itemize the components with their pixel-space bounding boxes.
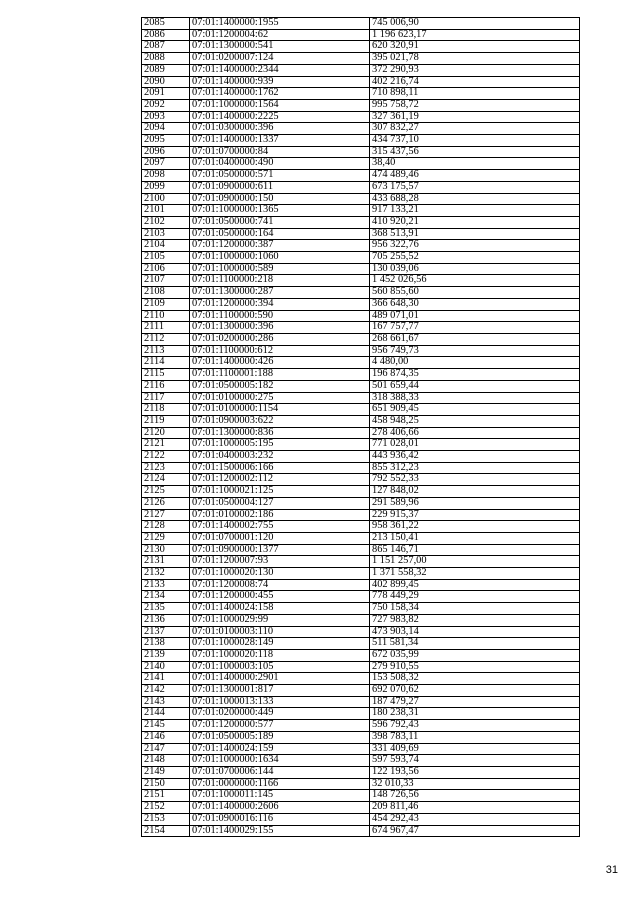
row-number-cell: 2143 — [142, 696, 190, 708]
cadastral-number-cell: 07:01:0700001:120 — [190, 532, 370, 544]
table-row — [142, 556, 580, 568]
cadastral-number-cell: 07:01:1200002:112 — [190, 474, 370, 486]
cadastral-number-cell: 07:01:1500006:166 — [190, 462, 370, 474]
cadastral-number-cell: 07:01:0400000:490 — [190, 158, 370, 170]
row-number-cell: 2137 — [142, 626, 190, 638]
table-body — [142, 18, 580, 837]
cadastral-value-cell: 792 552,33 — [370, 474, 580, 486]
cadastral-value-cell: 917 133,21 — [370, 205, 580, 217]
table-row — [142, 767, 580, 779]
cadastral-value-cell: 511 581,34 — [370, 638, 580, 650]
cadastral-number-cell: 07:01:1200000:455 — [190, 591, 370, 603]
row-number-cell: 2100 — [142, 193, 190, 205]
cadastral-value-cell: 458 948,25 — [370, 415, 580, 427]
cadastral-number-cell: 07:01:0500004:127 — [190, 497, 370, 509]
row-number-cell: 2146 — [142, 731, 190, 743]
cadastral-value-cell: 1 196 623,17 — [370, 29, 580, 41]
row-number-cell: 2094 — [142, 123, 190, 135]
row-number-cell: 2102 — [142, 216, 190, 228]
cadastral-value-cell: 366 648,30 — [370, 298, 580, 310]
row-number-cell: 2123 — [142, 462, 190, 474]
row-number-cell: 2136 — [142, 614, 190, 626]
table-row — [142, 298, 580, 310]
cadastral-number-cell: 07:01:1400029:155 — [190, 825, 370, 837]
cadastral-number-cell: 07:01:1400000:1337 — [190, 135, 370, 147]
table-row — [142, 626, 580, 638]
row-number-cell: 2151 — [142, 790, 190, 802]
row-number-cell: 2090 — [142, 76, 190, 88]
cadastral-value-cell: 560 855,60 — [370, 287, 580, 299]
row-number-cell: 2122 — [142, 451, 190, 463]
table-row — [142, 743, 580, 755]
cadastral-value-table-wrapper — [141, 17, 579, 837]
cadastral-value-cell: 433 688,28 — [370, 193, 580, 205]
cadastral-value-cell: 956 749,73 — [370, 345, 580, 357]
cadastral-value-cell: 597 593,74 — [370, 755, 580, 767]
cadastral-value-cell: 398 783,11 — [370, 731, 580, 743]
cadastral-value-cell: 278 406,66 — [370, 427, 580, 439]
table-row — [142, 720, 580, 732]
cadastral-number-cell: 07:01:1400002:755 — [190, 521, 370, 533]
table-row — [142, 427, 580, 439]
cadastral-value-cell: 268 661,67 — [370, 333, 580, 345]
row-number-cell: 2109 — [142, 298, 190, 310]
cadastral-number-cell: 07:01:1000020:118 — [190, 649, 370, 661]
cadastral-number-cell: 07:01:0900000:1377 — [190, 544, 370, 556]
row-number-cell: 2106 — [142, 263, 190, 275]
row-number-cell: 2105 — [142, 252, 190, 264]
table-row — [142, 205, 580, 217]
cadastral-number-cell: 07:01:1200000:387 — [190, 240, 370, 252]
table-row — [142, 322, 580, 334]
table-row — [142, 392, 580, 404]
row-number-cell: 2142 — [142, 685, 190, 697]
table-row — [142, 53, 580, 65]
table-row — [142, 638, 580, 650]
table-row — [142, 228, 580, 240]
cadastral-number-cell: 07:01:1000000:1060 — [190, 252, 370, 264]
row-number-cell: 2148 — [142, 755, 190, 767]
row-number-cell: 2117 — [142, 392, 190, 404]
row-number-cell: 2111 — [142, 322, 190, 334]
cadastral-value-cell: 674 967,47 — [370, 825, 580, 837]
row-number-cell: 2130 — [142, 544, 190, 556]
cadastral-number-cell: 07:01:0500005:189 — [190, 731, 370, 743]
cadastral-number-cell: 07:01:1000000:1634 — [190, 755, 370, 767]
table-row — [142, 252, 580, 264]
row-number-cell: 2135 — [142, 603, 190, 615]
cadastral-value-cell: 1 371 558,32 — [370, 568, 580, 580]
row-number-cell: 2140 — [142, 661, 190, 673]
cadastral-value-cell: 651 909,45 — [370, 404, 580, 416]
cadastral-value-cell: 727 983,82 — [370, 614, 580, 626]
cadastral-value-cell: 4 480,00 — [370, 357, 580, 369]
table-row — [142, 603, 580, 615]
cadastral-number-cell: 07:01:1400000:2606 — [190, 802, 370, 814]
table-row — [142, 135, 580, 147]
table-row — [142, 532, 580, 544]
table-row — [142, 790, 580, 802]
row-number-cell: 2088 — [142, 53, 190, 65]
row-number-cell: 2107 — [142, 275, 190, 287]
cadastral-value-cell: 318 388,33 — [370, 392, 580, 404]
table-row — [142, 497, 580, 509]
table-row — [142, 614, 580, 626]
cadastral-number-cell: 07:01:1000011:145 — [190, 790, 370, 802]
table-row — [142, 111, 580, 123]
cadastral-number-cell: 07:01:1400000:2344 — [190, 64, 370, 76]
cadastral-value-cell: 127 848,02 — [370, 486, 580, 498]
table-row — [142, 649, 580, 661]
cadastral-value-cell: 454 292,43 — [370, 813, 580, 825]
table-row — [142, 415, 580, 427]
table-row — [142, 275, 580, 287]
cadastral-number-cell: 07:01:1400024:159 — [190, 743, 370, 755]
cadastral-number-cell: 07:01:1000013:133 — [190, 696, 370, 708]
table-row — [142, 813, 580, 825]
cadastral-number-cell: 07:01:1400024:158 — [190, 603, 370, 615]
cadastral-number-cell: 07:01:0900000:611 — [190, 181, 370, 193]
row-number-cell: 2113 — [142, 345, 190, 357]
row-number-cell: 2124 — [142, 474, 190, 486]
row-number-cell: 2138 — [142, 638, 190, 650]
table-row — [142, 404, 580, 416]
row-number-cell: 2099 — [142, 181, 190, 193]
row-number-cell: 2091 — [142, 88, 190, 100]
cadastral-value-cell: 410 920,21 — [370, 216, 580, 228]
cadastral-value-cell: 620 320,91 — [370, 41, 580, 53]
cadastral-number-cell: 07:01:0500005:182 — [190, 380, 370, 392]
row-number-cell: 2131 — [142, 556, 190, 568]
cadastral-value-cell: 995 758,72 — [370, 99, 580, 111]
cadastral-number-cell: 07:01:1000028:149 — [190, 638, 370, 650]
cadastral-number-cell: 07:01:0200000:449 — [190, 708, 370, 720]
row-number-cell: 2093 — [142, 111, 190, 123]
table-row — [142, 310, 580, 322]
cadastral-number-cell: 07:01:1200000:394 — [190, 298, 370, 310]
cadastral-value-cell: 855 312,23 — [370, 462, 580, 474]
cadastral-value-cell: 1 452 026,56 — [370, 275, 580, 287]
row-number-cell: 2128 — [142, 521, 190, 533]
row-number-cell: 2114 — [142, 357, 190, 369]
cadastral-value-cell: 327 361,19 — [370, 111, 580, 123]
cadastral-number-cell: 07:01:1100000:218 — [190, 275, 370, 287]
cadastral-number-cell: 07:01:0200000:286 — [190, 333, 370, 345]
cadastral-value-cell: 673 175,57 — [370, 181, 580, 193]
cadastral-value-cell: 38,40 — [370, 158, 580, 170]
row-number-cell: 2096 — [142, 146, 190, 158]
cadastral-value-cell: 395 021,78 — [370, 53, 580, 65]
table-row — [142, 486, 580, 498]
cadastral-number-cell: 07:01:1000020:130 — [190, 568, 370, 580]
cadastral-value-cell: 474 489,46 — [370, 170, 580, 182]
cadastral-value-cell: 443 936,42 — [370, 451, 580, 463]
cadastral-value-cell: 32 010,33 — [370, 778, 580, 790]
cadastral-value-cell: 672 035,99 — [370, 649, 580, 661]
row-number-cell: 2139 — [142, 649, 190, 661]
cadastral-number-cell: 07:01:1000000:589 — [190, 263, 370, 275]
row-number-cell: 2101 — [142, 205, 190, 217]
cadastral-number-cell: 07:01:1200004:62 — [190, 29, 370, 41]
table-row — [142, 64, 580, 76]
cadastral-value-cell: 402 216,74 — [370, 76, 580, 88]
cadastral-number-cell: 07:01:1000005:195 — [190, 439, 370, 451]
row-number-cell: 2085 — [142, 18, 190, 30]
table-row — [142, 568, 580, 580]
cadastral-number-cell: 07:01:1100001:188 — [190, 369, 370, 381]
cadastral-number-cell: 07:01:1100000:612 — [190, 345, 370, 357]
cadastral-number-cell: 07:01:1000029:99 — [190, 614, 370, 626]
table-row — [142, 193, 580, 205]
cadastral-value-cell: 368 513,91 — [370, 228, 580, 240]
table-row — [142, 451, 580, 463]
cadastral-number-cell: 07:01:0900003:622 — [190, 415, 370, 427]
cadastral-number-cell: 07:01:1000021:125 — [190, 486, 370, 498]
cadastral-number-cell: 07:01:0500000:164 — [190, 228, 370, 240]
cadastral-value-cell: 229 915,37 — [370, 509, 580, 521]
row-number-cell: 2125 — [142, 486, 190, 498]
row-number-cell: 2095 — [142, 135, 190, 147]
cadastral-value-cell: 692 070,62 — [370, 685, 580, 697]
row-number-cell: 2154 — [142, 825, 190, 837]
table-row — [142, 181, 580, 193]
row-number-cell: 2133 — [142, 579, 190, 591]
cadastral-value-cell: 187 479,27 — [370, 696, 580, 708]
cadastral-value-cell: 180 238,31 — [370, 708, 580, 720]
row-number-cell: 2115 — [142, 369, 190, 381]
table-row — [142, 661, 580, 673]
table-row — [142, 778, 580, 790]
cadastral-value-cell: 958 361,22 — [370, 521, 580, 533]
cadastral-value-table — [141, 17, 580, 837]
table-row — [142, 146, 580, 158]
cadastral-value-cell: 148 726,56 — [370, 790, 580, 802]
row-number-cell: 2134 — [142, 591, 190, 603]
cadastral-number-cell: 07:01:0400003:232 — [190, 451, 370, 463]
table-row — [142, 287, 580, 299]
row-number-cell: 2108 — [142, 287, 190, 299]
cadastral-number-cell: 07:01:0100003:110 — [190, 626, 370, 638]
table-row — [142, 509, 580, 521]
row-number-cell: 2132 — [142, 568, 190, 580]
cadastral-value-cell: 196 874,35 — [370, 369, 580, 381]
table-row — [142, 29, 580, 41]
table-row — [142, 41, 580, 53]
cadastral-value-cell: 489 071,01 — [370, 310, 580, 322]
cadastral-value-cell: 473 903,14 — [370, 626, 580, 638]
row-number-cell: 2147 — [142, 743, 190, 755]
table-row — [142, 18, 580, 30]
cadastral-value-cell: 1 151 257,00 — [370, 556, 580, 568]
row-number-cell: 2087 — [142, 41, 190, 53]
table-row — [142, 170, 580, 182]
cadastral-value-cell: 315 437,56 — [370, 146, 580, 158]
row-number-cell: 2112 — [142, 333, 190, 345]
row-number-cell: 2144 — [142, 708, 190, 720]
row-number-cell: 2086 — [142, 29, 190, 41]
cadastral-value-cell: 291 589,96 — [370, 497, 580, 509]
cadastral-value-cell: 130 039,06 — [370, 263, 580, 275]
cadastral-number-cell: 07:01:0900016:116 — [190, 813, 370, 825]
table-row — [142, 345, 580, 357]
row-number-cell: 2153 — [142, 813, 190, 825]
cadastral-number-cell: 07:01:0100000:1154 — [190, 404, 370, 416]
cadastral-number-cell: 07:01:0700006:144 — [190, 767, 370, 779]
cadastral-value-cell: 865 146,71 — [370, 544, 580, 556]
cadastral-number-cell: 07:01:1200007:93 — [190, 556, 370, 568]
cadastral-number-cell: 07:01:1400000:2901 — [190, 673, 370, 685]
table-row — [142, 369, 580, 381]
table-row — [142, 88, 580, 100]
cadastral-number-cell: 07:01:0500000:571 — [190, 170, 370, 182]
row-number-cell: 2116 — [142, 380, 190, 392]
row-number-cell: 2121 — [142, 439, 190, 451]
row-number-cell: 2120 — [142, 427, 190, 439]
cadastral-value-cell: 434 737,10 — [370, 135, 580, 147]
row-number-cell: 2103 — [142, 228, 190, 240]
cadastral-value-cell: 167 757,77 — [370, 322, 580, 334]
cadastral-number-cell: 07:01:1000003:105 — [190, 661, 370, 673]
cadastral-number-cell: 07:01:1300000:836 — [190, 427, 370, 439]
table-row — [142, 755, 580, 767]
cadastral-value-cell: 596 792,43 — [370, 720, 580, 732]
cadastral-value-cell: 307 832,27 — [370, 123, 580, 135]
row-number-cell: 2126 — [142, 497, 190, 509]
cadastral-value-cell: 501 659,44 — [370, 380, 580, 392]
row-number-cell: 2150 — [142, 778, 190, 790]
table-row — [142, 380, 580, 392]
table-row — [142, 474, 580, 486]
table-row — [142, 462, 580, 474]
table-row — [142, 591, 580, 603]
cadastral-number-cell: 07:01:1300000:396 — [190, 322, 370, 334]
table-row — [142, 802, 580, 814]
table-row — [142, 521, 580, 533]
cadastral-number-cell: 07:01:1200008:74 — [190, 579, 370, 591]
page-number: 31 — [605, 864, 618, 876]
row-number-cell: 2127 — [142, 509, 190, 521]
cadastral-number-cell: 07:01:0200007:124 — [190, 53, 370, 65]
table-row — [142, 216, 580, 228]
table-row — [142, 263, 580, 275]
cadastral-number-cell: 07:01:1200000:577 — [190, 720, 370, 732]
table-row — [142, 825, 580, 837]
cadastral-number-cell: 07:01:1100000:590 — [190, 310, 370, 322]
cadastral-value-cell: 750 158,34 — [370, 603, 580, 615]
table-row — [142, 333, 580, 345]
cadastral-number-cell: 07:01:0100002:186 — [190, 509, 370, 521]
cadastral-value-cell: 122 193,56 — [370, 767, 580, 779]
table-row — [142, 731, 580, 743]
row-number-cell: 2141 — [142, 673, 190, 685]
table-row — [142, 579, 580, 591]
cadastral-value-cell: 153 508,32 — [370, 673, 580, 685]
row-number-cell: 2110 — [142, 310, 190, 322]
cadastral-value-cell: 279 910,55 — [370, 661, 580, 673]
table-row — [142, 439, 580, 451]
cadastral-value-cell: 209 811,46 — [370, 802, 580, 814]
row-number-cell: 2149 — [142, 767, 190, 779]
cadastral-number-cell: 07:01:0500000:741 — [190, 216, 370, 228]
row-number-cell: 2089 — [142, 64, 190, 76]
cadastral-number-cell: 07:01:1000000:1365 — [190, 205, 370, 217]
cadastral-value-cell: 372 290,93 — [370, 64, 580, 76]
cadastral-number-cell: 07:01:1400000:939 — [190, 76, 370, 88]
table-row — [142, 357, 580, 369]
cadastral-number-cell: 07:01:0300000:396 — [190, 123, 370, 135]
cadastral-number-cell: 07:01:0100000:275 — [190, 392, 370, 404]
cadastral-number-cell: 07:01:1300001:817 — [190, 685, 370, 697]
row-number-cell: 2118 — [142, 404, 190, 416]
cadastral-value-cell: 402 899,45 — [370, 579, 580, 591]
cadastral-value-cell: 331 409,69 — [370, 743, 580, 755]
table-row — [142, 76, 580, 88]
cadastral-number-cell: 07:01:0900000:150 — [190, 193, 370, 205]
cadastral-number-cell: 07:01:1000000:1564 — [190, 99, 370, 111]
row-number-cell: 2092 — [142, 99, 190, 111]
cadastral-number-cell: 07:01:1400000:426 — [190, 357, 370, 369]
row-number-cell: 2097 — [142, 158, 190, 170]
table-row — [142, 708, 580, 720]
cadastral-value-cell: 956 322,76 — [370, 240, 580, 252]
cadastral-value-cell: 710 898,11 — [370, 88, 580, 100]
cadastral-value-cell: 213 150,41 — [370, 532, 580, 544]
cadastral-number-cell: 07:01:0000000:1166 — [190, 778, 370, 790]
cadastral-number-cell: 07:01:1300000:541 — [190, 41, 370, 53]
row-number-cell: 2152 — [142, 802, 190, 814]
cadastral-number-cell: 07:01:1300000:287 — [190, 287, 370, 299]
cadastral-number-cell: 07:01:1400000:2225 — [190, 111, 370, 123]
table-row — [142, 544, 580, 556]
cadastral-number-cell: 07:01:1400000:1762 — [190, 88, 370, 100]
row-number-cell: 2104 — [142, 240, 190, 252]
table-row — [142, 158, 580, 170]
row-number-cell: 2119 — [142, 415, 190, 427]
cadastral-value-cell: 745 006,90 — [370, 18, 580, 30]
table-row — [142, 685, 580, 697]
cadastral-value-cell: 778 449,29 — [370, 591, 580, 603]
table-row — [142, 240, 580, 252]
row-number-cell: 2129 — [142, 532, 190, 544]
cadastral-value-cell: 705 255,52 — [370, 252, 580, 264]
cadastral-value-cell: 771 028,01 — [370, 439, 580, 451]
row-number-cell: 2145 — [142, 720, 190, 732]
row-number-cell: 2098 — [142, 170, 190, 182]
table-row — [142, 99, 580, 111]
cadastral-number-cell: 07:01:0700000:84 — [190, 146, 370, 158]
table-row — [142, 673, 580, 685]
cadastral-number-cell: 07:01:1400000:1955 — [190, 18, 370, 30]
table-row — [142, 696, 580, 708]
table-row — [142, 123, 580, 135]
